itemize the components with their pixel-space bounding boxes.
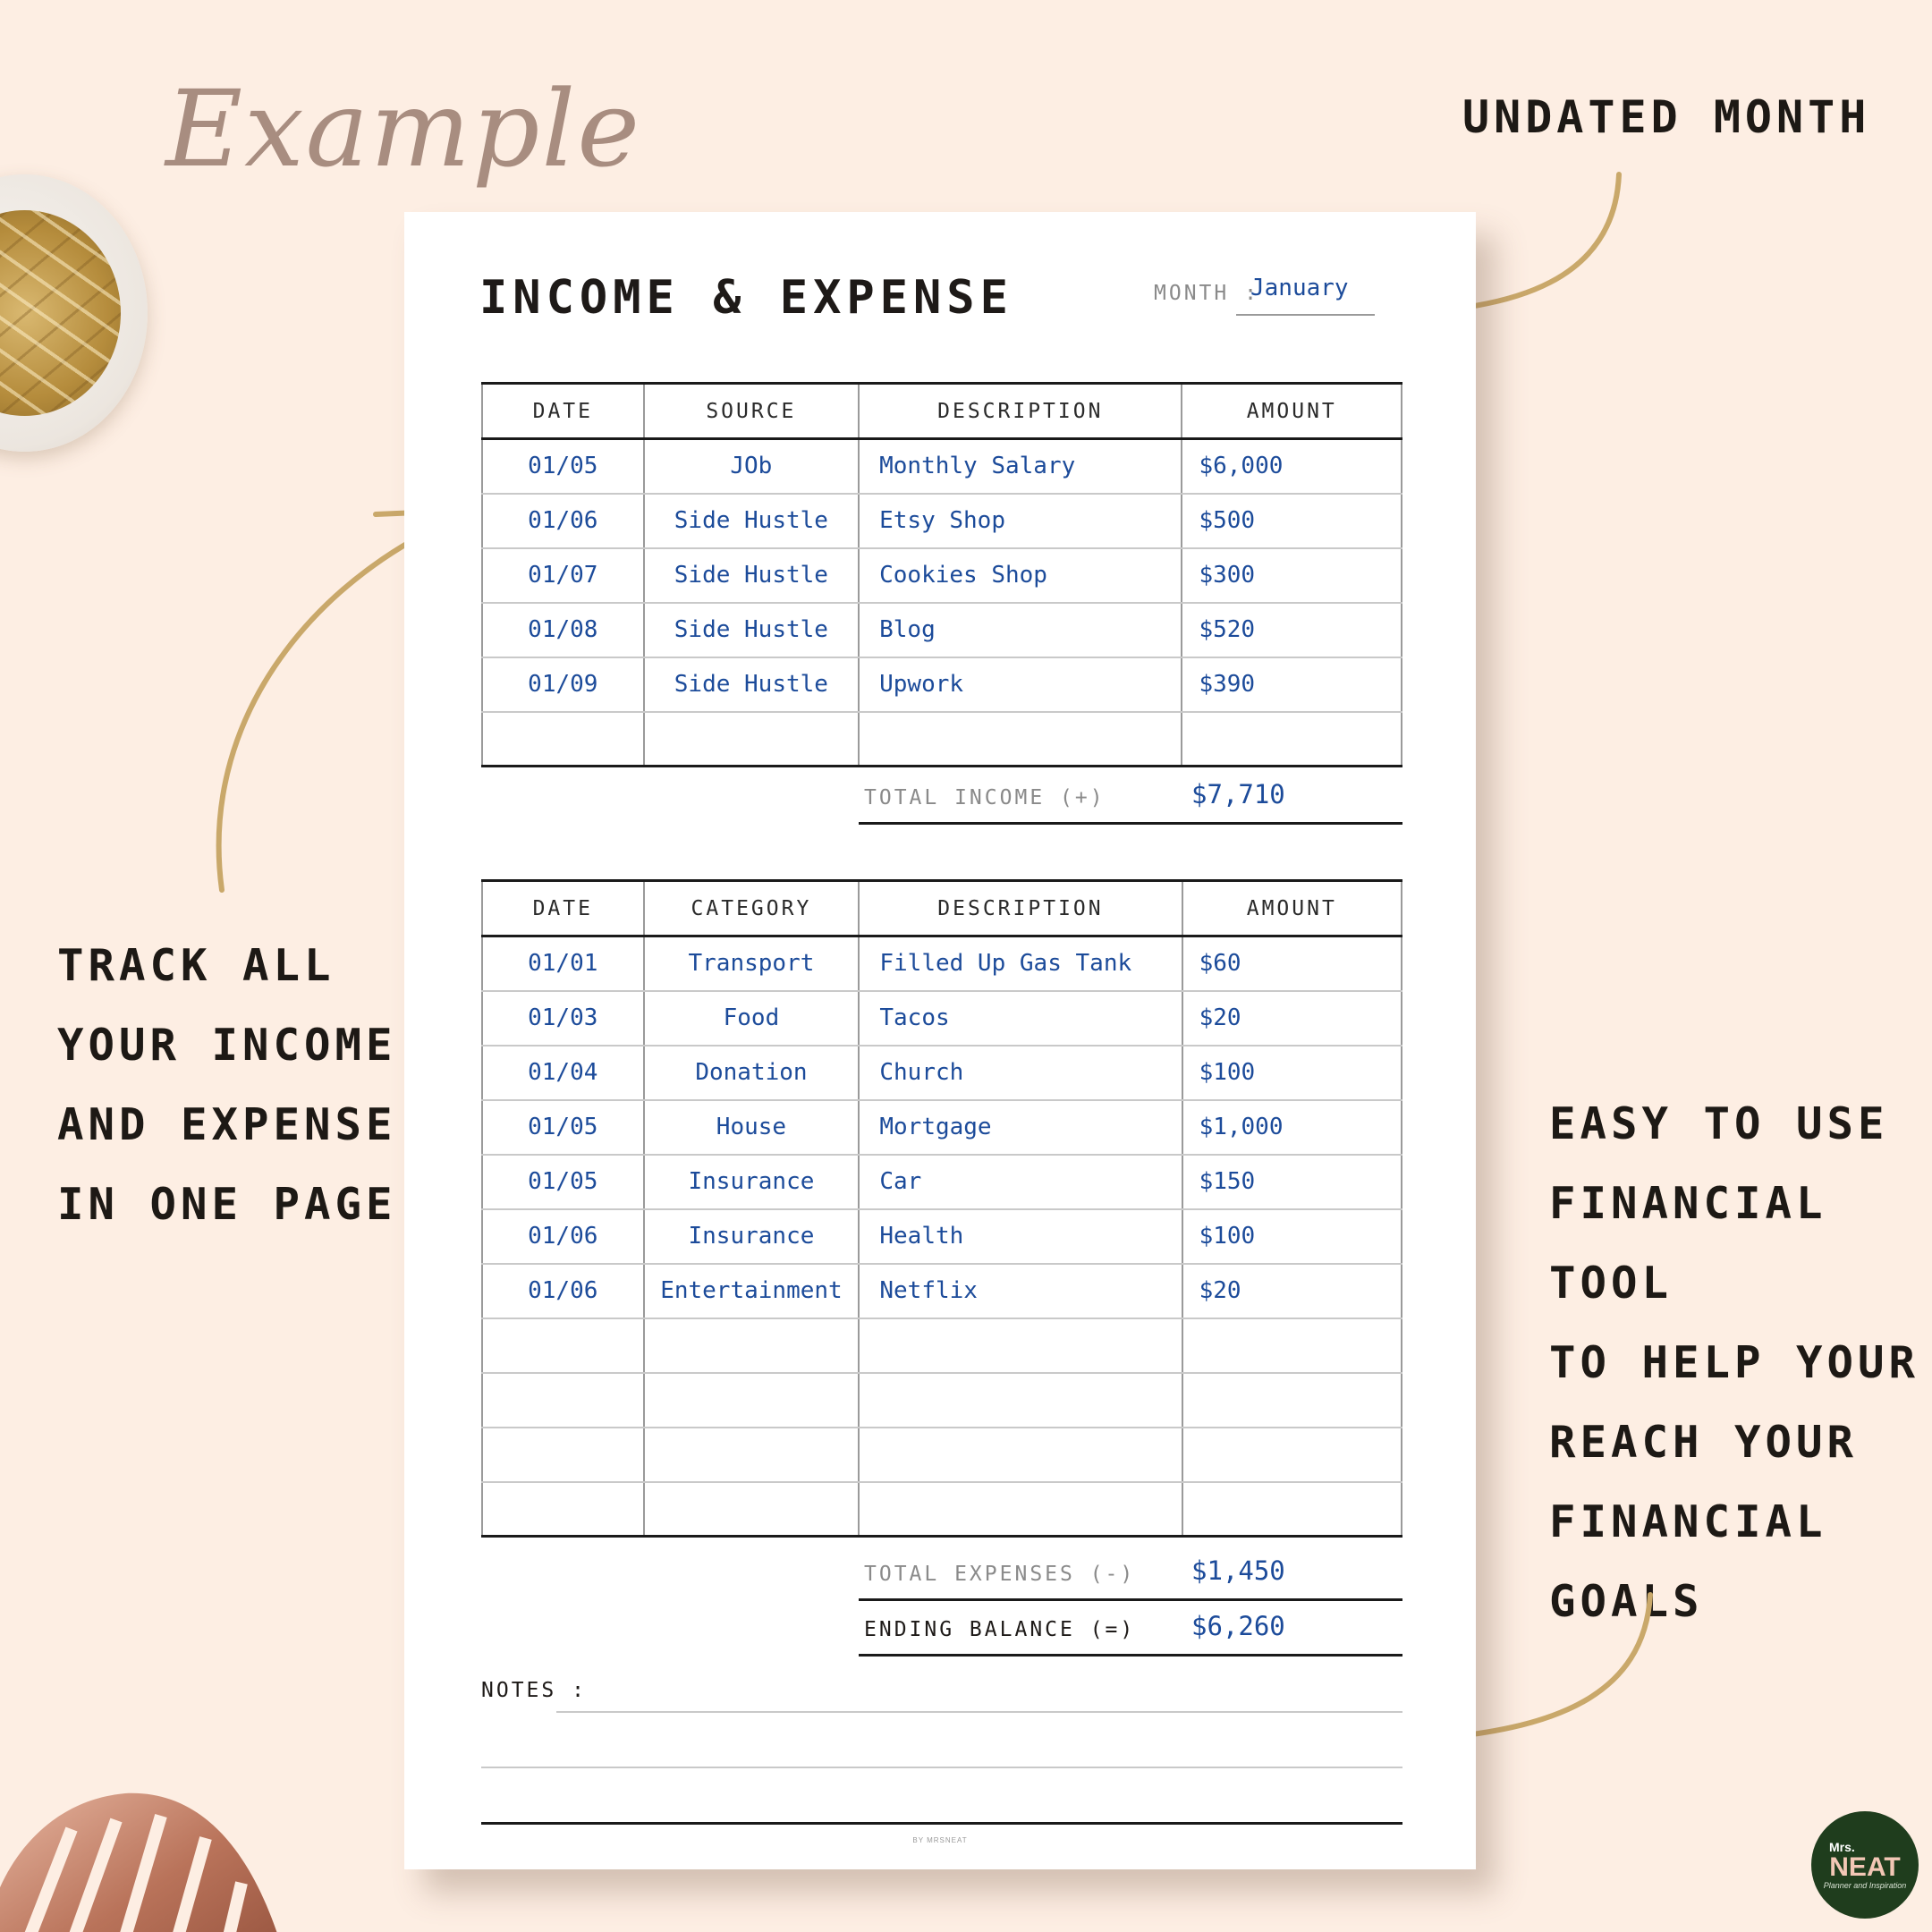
table-row: [482, 991, 1402, 1046]
table-row: [482, 1318, 1402, 1373]
source-cell[interactable]: Side Hustle: [644, 494, 859, 548]
description-cell[interactable]: Church: [859, 1046, 1182, 1100]
logo-tagline: Planner and Inspiration: [1823, 1881, 1907, 1890]
date-cell[interactable]: 01/07: [482, 548, 644, 603]
table-row: [482, 1209, 1402, 1264]
date-cell[interactable]: 01/09: [482, 657, 644, 712]
amount-cell[interactable]: $520: [1182, 603, 1402, 657]
header-amount: AMOUNT: [1182, 384, 1402, 439]
description-cell[interactable]: Netflix: [859, 1264, 1182, 1318]
category-cell[interactable]: Insurance: [644, 1209, 860, 1264]
description-cell[interactable]: Etsy Shop: [859, 494, 1182, 548]
total-expenses-value[interactable]: $1,450: [1191, 1555, 1285, 1586]
easy-to-use-annotation: [1549, 1084, 1925, 1641]
category-cell[interactable]: [644, 1428, 860, 1482]
table-row: [482, 1264, 1402, 1318]
ending-balance-row: [859, 1602, 1402, 1657]
date-cell[interactable]: 01/05: [482, 1100, 644, 1155]
annotation-line: GOALS: [1549, 1576, 1704, 1627]
logo-neat-text: NEAT: [1829, 1852, 1901, 1882]
table-row: [482, 712, 1402, 767]
amount-cell[interactable]: $60: [1182, 936, 1402, 991]
annotation-line: TO HELP YOUR: [1549, 1337, 1920, 1388]
example-script-heading: Example: [165, 67, 642, 191]
description-cell[interactable]: [859, 1428, 1182, 1482]
notes-label: NOTES :: [481, 1679, 587, 1702]
table-row: [482, 1046, 1402, 1100]
category-cell[interactable]: [644, 1482, 860, 1537]
date-cell[interactable]: [482, 1428, 644, 1482]
header-amount: AMOUNT: [1182, 881, 1402, 936]
annotation-line: AND EXPENSE: [57, 1099, 397, 1150]
logo-mrs-text: Mrs.: [1829, 1840, 1855, 1854]
date-cell[interactable]: 01/06: [482, 1209, 644, 1264]
expense-header-row: [482, 881, 1402, 936]
date-cell[interactable]: 01/08: [482, 603, 644, 657]
category-cell[interactable]: House: [644, 1100, 860, 1155]
amount-cell[interactable]: $20: [1182, 991, 1402, 1046]
table-row: [482, 439, 1402, 494]
amount-cell[interactable]: [1182, 1373, 1402, 1428]
planner-page: [404, 212, 1476, 1869]
amount-cell[interactable]: $20: [1182, 1264, 1402, 1318]
table-row: [482, 603, 1402, 657]
total-expenses-label: TOTAL EXPENSES (-): [864, 1563, 1136, 1586]
table-row: [482, 548, 1402, 603]
category-cell[interactable]: Food: [644, 991, 860, 1046]
ending-balance-label: ENDING BALANCE (=): [864, 1618, 1136, 1641]
category-cell[interactable]: Insurance: [644, 1155, 860, 1209]
source-cell[interactable]: Side Hustle: [644, 548, 859, 603]
table-row: [482, 1373, 1402, 1428]
annotation-line: EASY TO USE: [1549, 1098, 1889, 1149]
description-cell[interactable]: Mortgage: [859, 1100, 1182, 1155]
header-date: DATE: [482, 881, 644, 936]
amount-cell[interactable]: [1182, 1428, 1402, 1482]
expense-table: [481, 879, 1402, 1538]
category-cell[interactable]: Entertainment: [644, 1264, 860, 1318]
page-title: INCOME & EXPENSE: [479, 271, 1013, 325]
annotation-line: REACH YOUR: [1549, 1417, 1859, 1468]
table-row: [482, 936, 1402, 991]
month-label: MONTH :: [1154, 282, 1259, 305]
notes-line[interactable]: [556, 1711, 1402, 1713]
header-description: DESCRIPTION: [859, 881, 1182, 936]
description-cell[interactable]: [859, 1482, 1182, 1537]
notes-bottom-rule: [481, 1822, 1402, 1825]
month-underline: [1236, 314, 1375, 316]
monstera-leaf-decoration: [0, 1767, 304, 1932]
date-cell[interactable]: [482, 1373, 644, 1428]
table-row: [482, 1155, 1402, 1209]
amount-cell[interactable]: $1,000: [1182, 1100, 1402, 1155]
amount-cell[interactable]: $100: [1182, 1046, 1402, 1100]
date-cell[interactable]: 01/01: [482, 936, 644, 991]
total-income-label: TOTAL INCOME (+): [864, 786, 1106, 809]
amount-cell[interactable]: [1182, 1482, 1402, 1537]
table-row: [482, 1428, 1402, 1482]
header-description: DESCRIPTION: [859, 384, 1182, 439]
header-source: SOURCE: [644, 384, 859, 439]
undated-month-annotation: UNDATED MONTH: [1462, 91, 1871, 143]
amount-cell[interactable]: $300: [1182, 548, 1402, 603]
source-cell[interactable]: JOb: [644, 439, 859, 494]
date-cell[interactable]: 01/05: [482, 439, 644, 494]
income-table: [481, 382, 1402, 767]
track-all-annotation: [57, 926, 397, 1244]
description-cell[interactable]: [859, 1318, 1182, 1373]
date-cell[interactable]: 01/05: [482, 1155, 644, 1209]
amount-cell[interactable]: [1182, 712, 1402, 767]
description-cell[interactable]: Tacos: [859, 991, 1182, 1046]
description-cell[interactable]: Health: [859, 1209, 1182, 1264]
date-cell[interactable]: [482, 712, 644, 767]
description-cell[interactable]: Cookies Shop: [859, 548, 1182, 603]
header-date: DATE: [482, 384, 644, 439]
category-cell[interactable]: Donation: [644, 1046, 860, 1100]
amount-cell[interactable]: $500: [1182, 494, 1402, 548]
total-income-value[interactable]: $7,710: [1191, 779, 1285, 809]
date-cell[interactable]: [482, 1482, 644, 1537]
amount-cell[interactable]: $150: [1182, 1155, 1402, 1209]
category-cell[interactable]: [644, 1318, 860, 1373]
description-cell[interactable]: Monthly Salary: [859, 439, 1182, 494]
amount-cell[interactable]: $100: [1182, 1209, 1402, 1264]
category-cell[interactable]: [644, 1373, 860, 1428]
table-row: [482, 1482, 1402, 1537]
ending-balance-value[interactable]: $6,260: [1191, 1611, 1285, 1641]
annotation-line: TRACK ALL: [57, 940, 335, 991]
description-cell[interactable]: Blog: [859, 603, 1182, 657]
description-cell[interactable]: Upwork: [859, 657, 1182, 712]
income-header-row: [482, 384, 1402, 439]
source-cell[interactable]: Side Hustle: [644, 603, 859, 657]
notes-line[interactable]: [481, 1767, 1402, 1768]
source-cell[interactable]: [644, 712, 859, 767]
amount-cell[interactable]: $390: [1182, 657, 1402, 712]
date-cell[interactable]: 01/04: [482, 1046, 644, 1100]
month-field[interactable]: January: [1250, 275, 1349, 301]
amount-cell[interactable]: [1182, 1318, 1402, 1373]
description-cell[interactable]: [859, 712, 1182, 767]
date-cell[interactable]: 01/06: [482, 494, 644, 548]
category-cell[interactable]: Transport: [644, 936, 860, 991]
annotation-line: FINANCIAL TOOL: [1549, 1178, 1827, 1309]
footer-credit: BY MRSNEAT: [912, 1836, 968, 1844]
annotation-line: YOUR INCOME: [57, 1020, 397, 1071]
table-row: [482, 1100, 1402, 1155]
source-cell[interactable]: Side Hustle: [644, 657, 859, 712]
description-cell[interactable]: [859, 1373, 1182, 1428]
date-cell[interactable]: 01/03: [482, 991, 644, 1046]
header-category: CATEGORY: [644, 881, 860, 936]
total-income-row: [859, 770, 1402, 825]
table-row: [482, 657, 1402, 712]
description-cell[interactable]: Filled Up Gas Tank: [859, 936, 1182, 991]
description-cell[interactable]: Car: [859, 1155, 1182, 1209]
date-cell[interactable]: 01/06: [482, 1264, 644, 1318]
mrs-neat-logo: [1811, 1811, 1919, 1919]
total-expenses-row: [859, 1546, 1402, 1601]
annotation-line: IN ONE PAGE: [57, 1179, 397, 1230]
date-cell[interactable]: [482, 1318, 644, 1373]
amount-cell[interactable]: $6,000: [1182, 439, 1402, 494]
annotation-line: FINANCIAL: [1549, 1496, 1827, 1547]
table-row: [482, 494, 1402, 548]
